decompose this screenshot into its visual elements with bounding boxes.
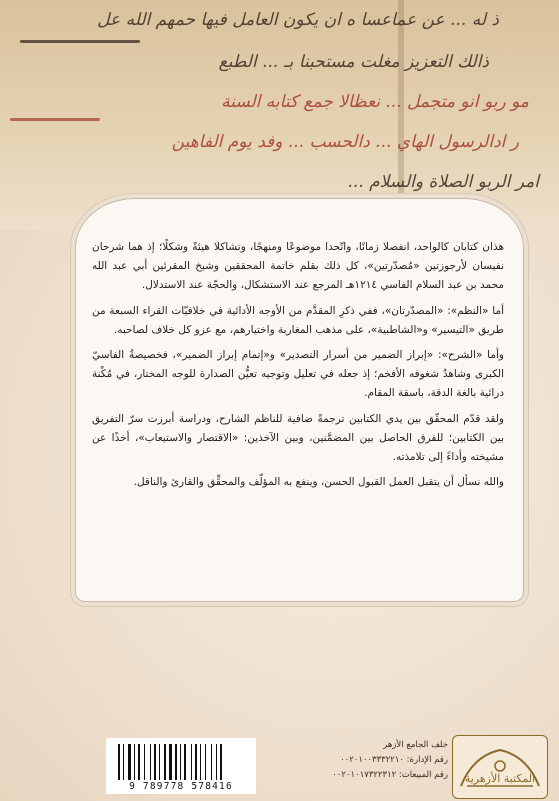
barcode-bar — [123, 744, 124, 780]
manuscript-stroke — [10, 118, 100, 121]
barcode-bar — [121, 744, 122, 780]
barcode-bar — [198, 744, 199, 780]
barcode-bar — [211, 744, 212, 780]
barcode-bar — [191, 744, 192, 780]
publisher-admin-phone: رقم الإدارة: ٠٠٢٠١٠٠٣٣٣٢٢١٠ — [340, 755, 448, 765]
barcode-bar — [141, 744, 143, 780]
publisher-info — [300, 738, 448, 783]
barcode-bar — [118, 744, 120, 780]
isbn-barcode — [106, 738, 256, 794]
description-paragraph: هذان كتابان كالواحد، انفصلا زمانًا، واتّحدا موضوعًا ومنهجًا، وتشاكلا هيئةً وشكلًا؛ إذ هما شرحان نفيسان لأرجوزتين «مُصدّرتين»، كل ذلك بقلم خاتمة المحققين وشيخ المقرئين أبي عبد الله محمد بن عبد السلام الفاسي ١٢١٤هـ المرجع عند الاستشكال، والحجّة عند الاستدلال. — [92, 241, 504, 292]
barcode-bar — [207, 744, 210, 780]
barcode-bar — [184, 744, 186, 780]
barcode-bar — [164, 744, 166, 780]
barcode-bar — [193, 744, 194, 780]
barcode-bar — [125, 744, 127, 780]
barcode-bar — [216, 744, 217, 780]
book-description — [92, 238, 504, 498]
barcode-bar — [173, 744, 174, 780]
manuscript-line: ر ادالرسول الهاي ... دالحسب ... وفد يوم الفاهين — [171, 132, 519, 152]
barcode-bar — [159, 744, 160, 780]
barcode-bar — [169, 744, 172, 780]
barcode-bar — [152, 744, 153, 780]
barcode-bar — [132, 744, 133, 780]
barcode-bar — [138, 744, 140, 780]
barcode-bar — [182, 744, 183, 780]
description-paragraph: أما «النظم»: «المصدّرتان»، ففي ذكرِ المقدَّم من الأوجه الأدائية في خلافيّات القراء السبعة من طريق «التيسير» و«الشاطبية»، على مذهب المغاربة واختيارهم، مع عزو كل خلاف لصاحبه. — [92, 304, 504, 336]
publisher-logo — [452, 735, 548, 799]
description-paragraph: ولقد قدّم المحقّق بين يدي الكتابين ترجمةً ضافية للناظم الشارح، ودراسة أبرزت سرّ التفريق بين الكتابين؛ للفرق الحاصل بين المضمَّنين، وبين الآخذين: «الاقتصار والاستيعاب»، أخذًا عن مشيخته وأداءً إلى تلامذته. — [92, 412, 504, 464]
description-paragraph: وأما «الشرح»: «إبراز الضمير من أسرار التصدير» و«إتمام إبراز الضمير»، فخصيصةُ الفاسيّ الكبرى وشاهدُ شغوفه الأفخم؛ إذ جعله في تعليل وتوجيه تعيُّن الصدارة للوجه المختار، في مُكْنة درائية بالغة الدقة، باسقة المقام. — [92, 349, 504, 400]
barcode-bar — [187, 744, 190, 780]
manuscript-line: ذ له ... عن عماعسا ه ان يكون العامل فيها حمهم الله عل — [97, 10, 499, 30]
publisher-address: خلف الجامع الأزهر — [383, 740, 448, 750]
manuscript-line: ذالك التعزيز مغلت مستحبنا بـ ... الطبع — [218, 52, 489, 72]
manuscript-line: امر الربو الصلاة والسلام ... — [347, 172, 539, 192]
barcode-bar — [167, 744, 168, 780]
barcode-bar — [223, 744, 224, 780]
barcode-bar — [150, 744, 151, 780]
barcode-bar — [154, 744, 156, 780]
barcode-bar — [200, 744, 201, 780]
description-paragraph: والله نسأل أن يتقبل العمل القبول الحسن، وينفع به المؤلّف والمحقِّق والقارئ والناقل. — [133, 476, 504, 489]
barcode-bar — [178, 744, 179, 780]
barcode-bar — [146, 744, 149, 780]
barcode-bar — [218, 744, 219, 780]
barcode-bar — [205, 744, 206, 780]
barcode-bar — [175, 744, 177, 780]
barcode-bar — [134, 744, 135, 780]
barcode-bars — [118, 744, 244, 780]
barcode-bar — [157, 744, 158, 780]
barcode-bar — [161, 744, 163, 780]
barcode-bar — [180, 744, 181, 780]
isbn-number: 9 789778 578416 — [129, 781, 233, 792]
barcode-bar — [213, 744, 215, 780]
barcode-bar — [202, 744, 204, 780]
barcode-bar — [128, 744, 131, 780]
barcode-bar — [144, 744, 145, 780]
publisher-sales-phone: رقم المبيعات: ٠٠٢٠١٠١٧٣٢٢٣١٢ — [332, 770, 448, 780]
manuscript-stroke — [20, 40, 140, 43]
barcode-bar — [220, 744, 222, 780]
barcode-bar — [195, 744, 197, 780]
logo-emblem-icon — [453, 736, 547, 798]
barcode-bar — [136, 744, 137, 780]
logo-text: المكتبة الأزهرية — [464, 772, 536, 785]
manuscript-line: مو ربو انو متجمل ... نعظالا جمع كتابه السنة — [221, 92, 529, 112]
